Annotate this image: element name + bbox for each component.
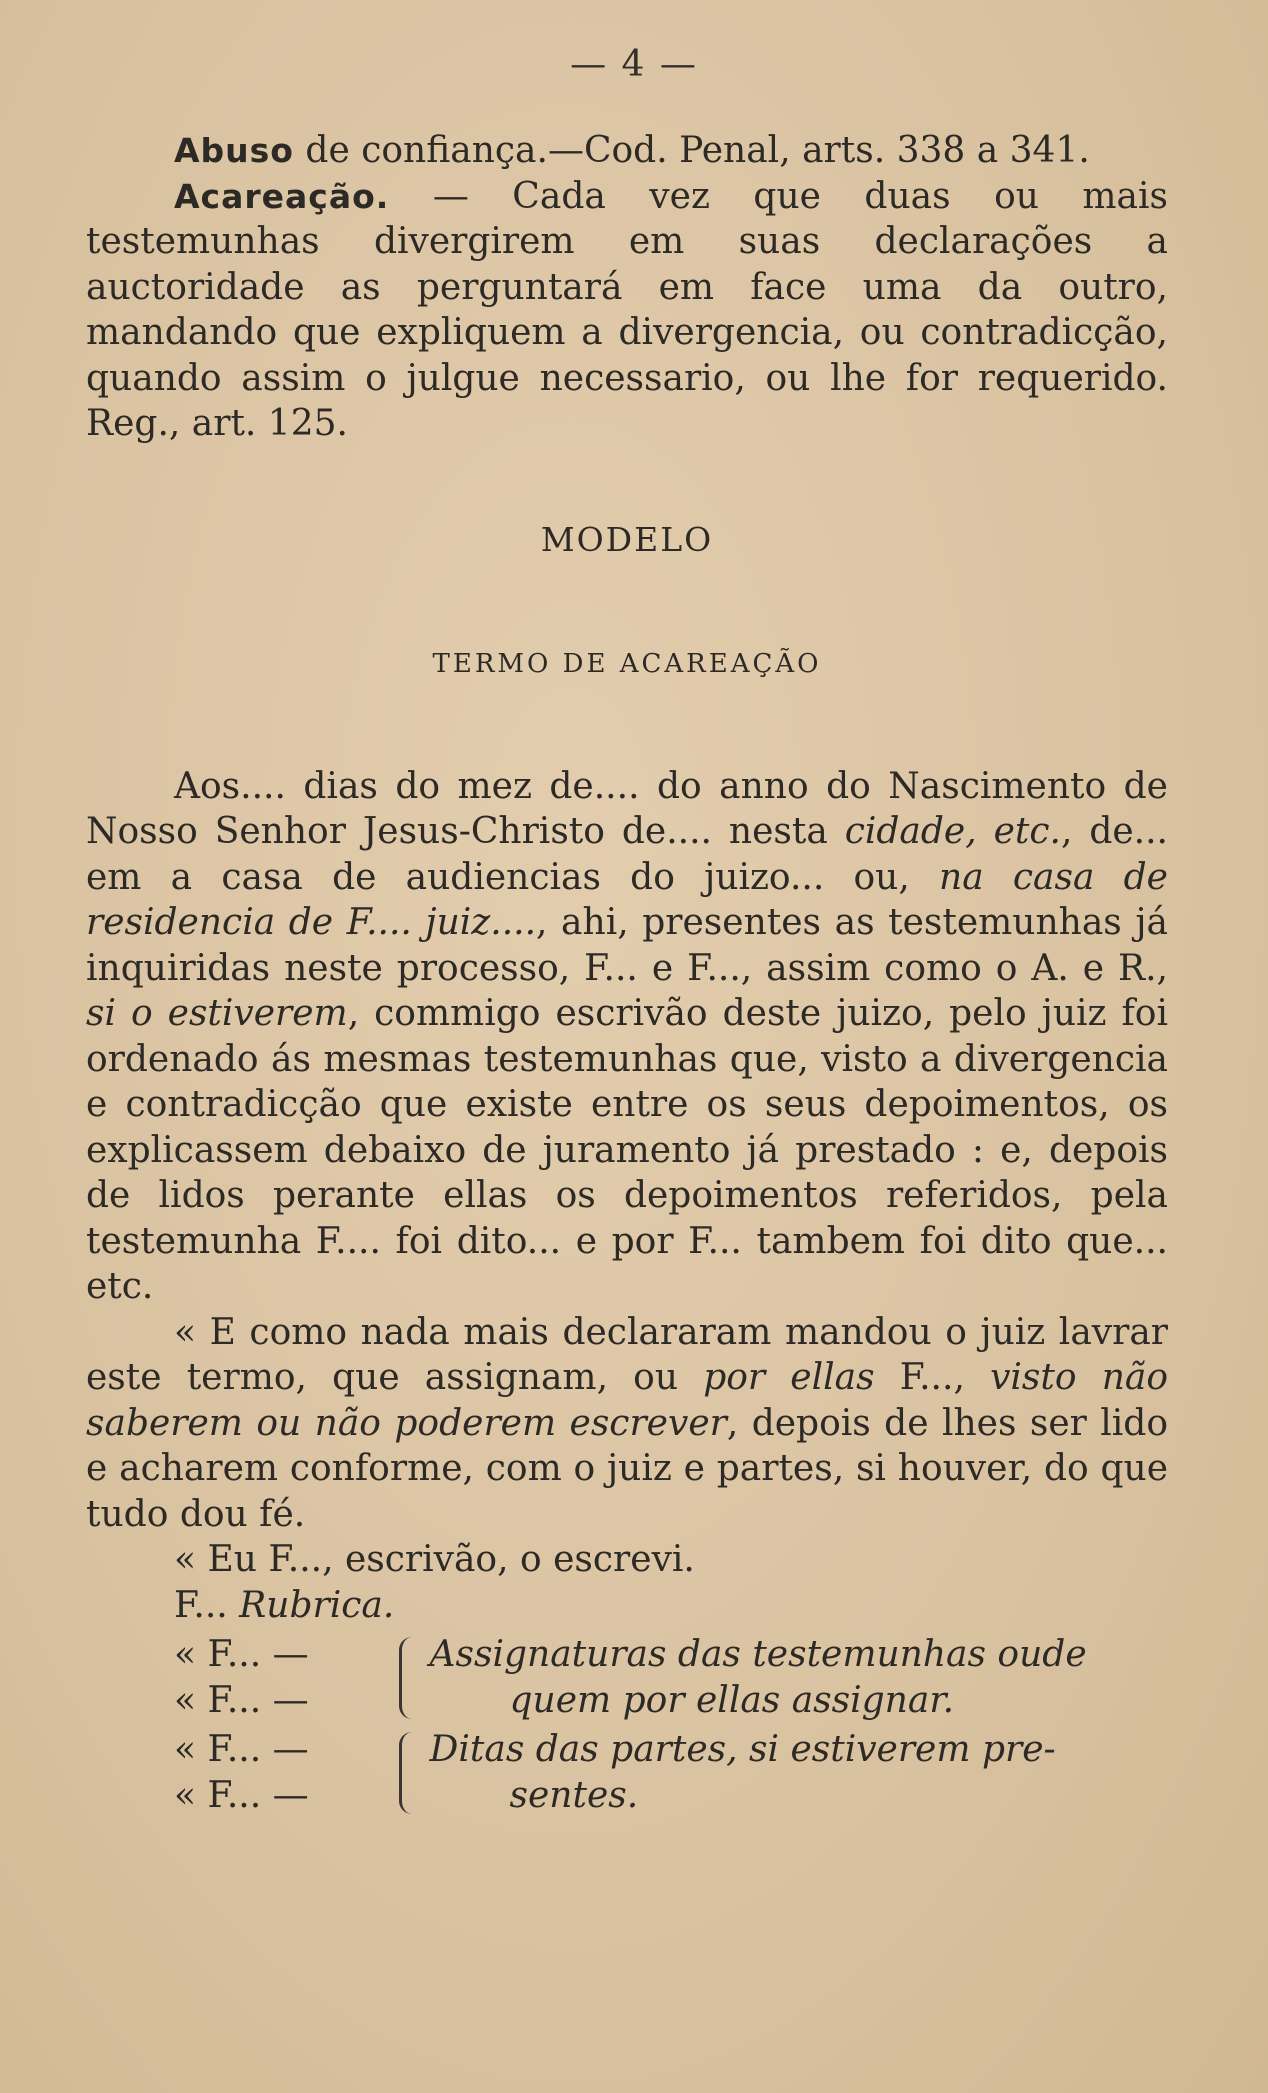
- signature-note: [430, 1632, 1168, 1723]
- brace-bracket: [399, 1637, 412, 1719]
- model-p1-e: , ahi, presentes as testemunhas já inquiridas neste processo, F... e F..., assim como o A. e R.,: [86, 902, 1168, 989]
- model-p1-b: cidade, etc.: [844, 811, 1061, 852]
- model-p2-e: , depois de lhes ser lido e acharem conforme, com o juiz e partes, si houver, do que tudo dou fé.: [86, 1402, 1168, 1535]
- modelo-title: MODELO: [540, 519, 714, 559]
- signature-note-line-2: [430, 1773, 1168, 1819]
- signature-note-text: quem por ellas assignar.: [509, 1679, 955, 1721]
- signature-note-text: sentes.: [509, 1774, 639, 1816]
- signature-note-line-1: [430, 1632, 1168, 1678]
- signature-lines: [86, 1632, 399, 1723]
- model-paragraph-2: [86, 1310, 1168, 1538]
- model-p2-b: por ellas: [703, 1357, 875, 1398]
- model-p1-a: Aos.... dias do mez de.... do anno do Nascimento de Nosso Senhor Jesus-Christo de.... nesta: [86, 765, 1168, 852]
- model-paragraph-3: « Eu F..., escrivão, o escrevi.: [174, 1539, 695, 1580]
- model-p1-g: , commigo escrivão deste juizo, pelo juiz foi ordenado ás mesmas testemunhas que, visto a divergencia e contradicção que existe entre os seus depoimentos, os explicassem debaixo de juramento já prestado : e, depois de lidos perante ellas os depoimentos referidos, pela testemunha F.... foi dito... e por F... tambem foi dito que... etc.: [86, 993, 1168, 1307]
- signature-note-line-1: [430, 1727, 1168, 1773]
- signature-note-line-2: [430, 1678, 1168, 1724]
- entry-term-abuso: Abuso: [174, 131, 294, 170]
- signature-line: « F... —: [174, 1729, 309, 1770]
- model-paragraph-4: [86, 1583, 1168, 1629]
- model-p2-a: « E como nada mais declararam mandou o juiz lavrar este termo, que assignam, ou: [86, 1311, 1168, 1398]
- body-text: [86, 128, 1168, 1818]
- entry-abuso: [86, 128, 1168, 174]
- page-number: — 4 —: [570, 44, 698, 85]
- signature-line: « F... —: [174, 1774, 309, 1816]
- signature-note: [430, 1727, 1168, 1818]
- signature-lines: [86, 1727, 399, 1818]
- brace-bracket: [399, 1732, 412, 1814]
- modelo-subtitle: TERMO DE ACAREAÇÃO: [432, 649, 822, 679]
- model-p1-d: na casa de residencia de F.... juiz....: [86, 856, 1168, 943]
- signature-line: « F... —: [174, 1634, 309, 1675]
- entry-term-acareacao: Acareação.: [174, 176, 390, 216]
- entry-acareacao: [86, 174, 1168, 447]
- model-p1-f: si o estiverem: [86, 993, 348, 1034]
- signature-line: « F... —: [174, 1679, 309, 1721]
- model-p4-a: F...: [174, 1584, 240, 1626]
- entry-text-abuso: de confiança.—Cod. Penal, arts. 338 a 341.: [305, 130, 1090, 171]
- entry-text-acareacao: — Cada vez que duas ou mais testemunhas divergirem em suas declarações a auctoridade as perguntará em face uma da outro, mandando que expliquem a divergencia, ou contradicção, quando assim o julgue necessario, ou lhe for requerido. Reg., art. 125.: [86, 175, 1168, 444]
- model-p4-b: Rubrica.: [239, 1584, 395, 1626]
- model-p2-c: F...,: [874, 1357, 991, 1398]
- model-p1-c: , de... em a casa de audiencias do juizo... ou,: [86, 811, 1169, 898]
- model-paragraph-1: [86, 764, 1168, 1310]
- signature-note-text: Ditas das partes, si estiverem pre-: [429, 1729, 1056, 1770]
- signature-group-witnesses: [86, 1632, 1168, 1723]
- model-p2-d: visto não saberem ou não poderem escrever: [86, 1357, 1169, 1444]
- signature-note-text: Assignaturas das testemunhas oude: [429, 1634, 1087, 1675]
- signature-group-parties: [86, 1727, 1168, 1818]
